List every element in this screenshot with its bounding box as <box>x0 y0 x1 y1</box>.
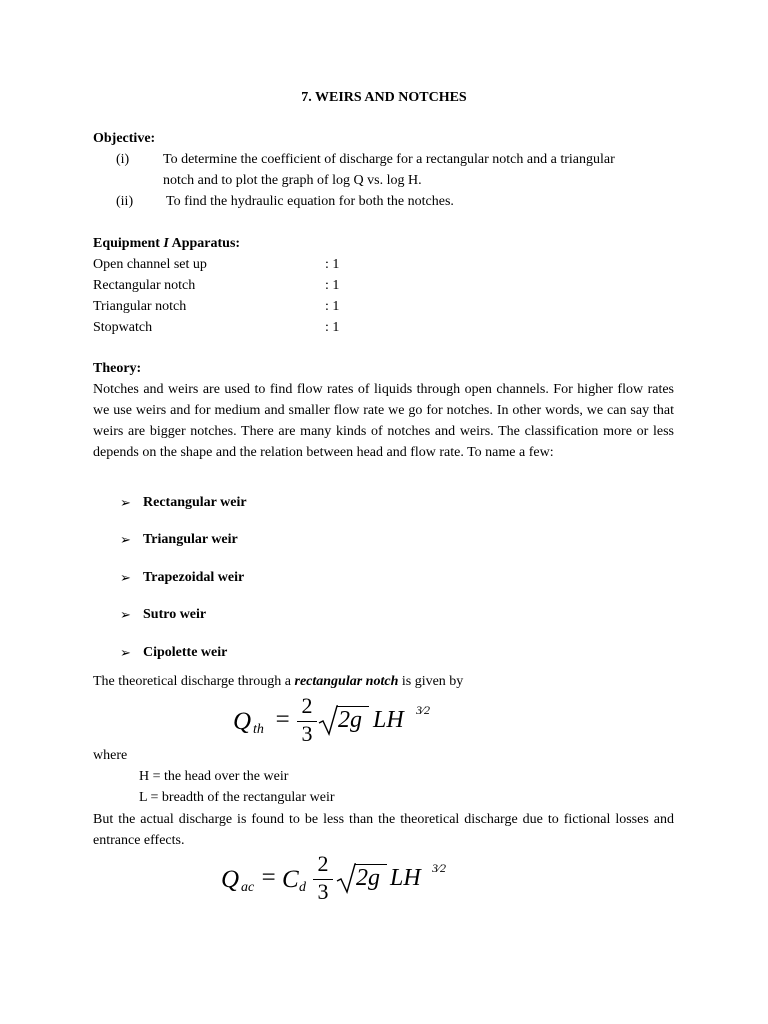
actual-discharge-equation: Q ac = C d 2 3 2g LH 3⁄2 <box>221 851 447 904</box>
objective-item-1-line-2: notch and to plot the graph of log Q vs. log H. <box>163 173 422 188</box>
bullet-arrow-icon: ➢ <box>120 495 131 510</box>
square-root-icon <box>318 704 338 736</box>
theory-heading: Theory: <box>93 361 142 376</box>
objective-item-1-number: (i) <box>116 152 130 167</box>
rectangular-notch-intro: The theoretical discharge through a rectangular notch is given by <box>93 674 464 689</box>
equipment-item-qty: : 1 <box>325 257 340 272</box>
bullet-arrow-icon: ➢ <box>120 532 131 547</box>
equipment-item-qty: : 1 <box>325 278 340 293</box>
bullet-arrow-icon: ➢ <box>120 607 131 622</box>
equipment-item-name: Open channel set up <box>93 257 207 272</box>
equipment-item-qty: : 1 <box>325 320 340 335</box>
objective-item-2-line-1: To find the hydraulic equation for both the notches. <box>166 194 454 209</box>
objective-item-2-number: (ii) <box>116 194 134 209</box>
equipment-item-qty: : 1 <box>325 299 340 314</box>
equipment-item-name: Stopwatch <box>93 320 153 335</box>
bullet-item: Cipolette weir <box>143 645 228 660</box>
bullet-item: Triangular weir <box>143 532 238 547</box>
page-title: 7. WEIRS AND NOTCHES <box>301 90 467 105</box>
equipment-item-name: Rectangular notch <box>93 278 196 293</box>
bullet-item: Sutro weir <box>143 607 207 622</box>
objective-heading: Objective: <box>93 131 156 146</box>
bullet-item: Rectangular weir <box>143 495 247 510</box>
objective-item-1-line-1: To determine the coefficient of discharge for a rectangular notch and a triangular <box>163 152 615 167</box>
where-label: where <box>93 748 128 763</box>
bullet-arrow-icon: ➢ <box>120 570 131 585</box>
definition-h: H = the head over the weir <box>139 769 289 784</box>
equipment-heading: Equipment I Apparatus: <box>93 236 241 251</box>
definition-l: L = breadth of the rectangular weir <box>139 790 335 805</box>
square-root-icon <box>336 862 356 894</box>
theoretical-discharge-equation: Q th = 2 3 2g LH 3⁄2 <box>233 693 431 746</box>
bullet-arrow-icon: ➢ <box>120 645 131 660</box>
equipment-item-name: Triangular notch <box>93 299 187 314</box>
bullet-item: Trapezoidal weir <box>143 570 245 585</box>
actual-discharge-text: But the actual discharge is found to be less than the theoretical discharge due to fictional losses and entrance effects. <box>93 812 674 848</box>
theory-paragraph: Notches and weirs are used to find flow rates of liquids through open channels. For higher flow rates we use weirs and for medium and smaller flow rate we go for notches. In other words, we can say that weirs are bigger notches. There are many kinds of notches and weirs. The classification more or less depends on the shape and the relation between head and flow rate. To name a few: <box>93 382 674 460</box>
